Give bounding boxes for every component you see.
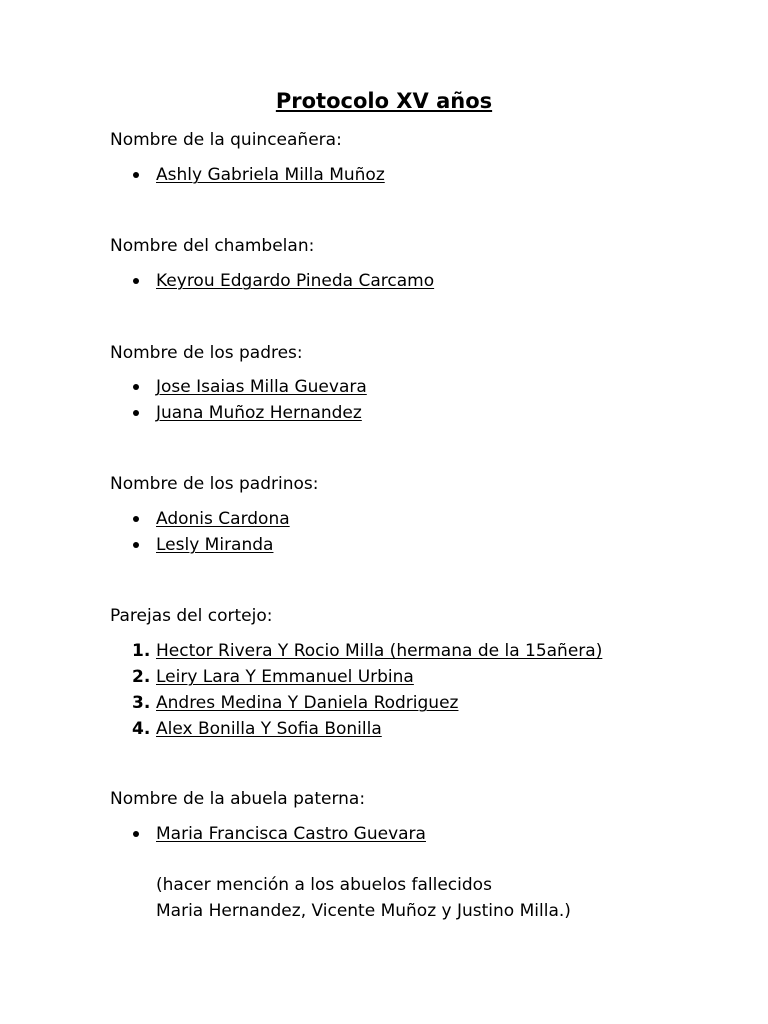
bullet-icon bbox=[133, 172, 139, 178]
chambelan-name: Keyrou Edgardo Pineda Carcamo bbox=[156, 271, 435, 291]
bullet-icon bbox=[133, 542, 139, 548]
list-number: 2. bbox=[132, 667, 151, 687]
bullet-icon bbox=[133, 384, 139, 390]
section-heading-padrinos: Nombre de los padrinos: bbox=[110, 474, 319, 494]
document-title: Protocolo XV años bbox=[275, 89, 493, 113]
section-heading-cortejo: Parejas del cortejo: bbox=[110, 606, 273, 626]
list-number: 4. bbox=[132, 719, 151, 739]
pareja-name: Leiry Lara Y Emmanuel Urbina bbox=[156, 667, 414, 687]
section-heading-chambelan: Nombre del chambelan: bbox=[110, 236, 315, 256]
section-heading-quinceanera: Nombre de la quinceañera: bbox=[110, 130, 342, 150]
pareja-name: Alex Bonilla Y Sofia Bonilla bbox=[156, 719, 382, 739]
madre-name: Juana Muñoz Hernandez bbox=[156, 403, 362, 423]
section-heading-abuela: Nombre de la abuela paterna: bbox=[110, 789, 366, 809]
pareja-name: Andres Medina Y Daniela Rodriguez bbox=[156, 693, 459, 713]
quinceanera-name: Ashly Gabriela Milla Muñoz bbox=[156, 165, 385, 185]
madrina-name: Lesly Miranda bbox=[156, 535, 274, 555]
padre-name: Jose Isaias Milla Guevara bbox=[156, 377, 367, 397]
padrino-name: Adonis Cardona bbox=[156, 509, 290, 529]
abuela-name: Maria Francisca Castro Guevara bbox=[156, 824, 426, 844]
note-line-1: (hacer mención a los abuelos fallecidos bbox=[156, 875, 492, 895]
list-number: 1. bbox=[132, 641, 151, 661]
list-number: 3. bbox=[132, 693, 151, 713]
bullet-icon bbox=[133, 831, 139, 837]
bullet-icon bbox=[133, 410, 139, 416]
section-heading-padres: Nombre de los padres: bbox=[110, 343, 303, 363]
pareja-name: Hector Rivera Y Rocio Milla (hermana de la 15añera) bbox=[156, 641, 603, 661]
note-line-2: Maria Hernandez, Vicente Muñoz y Justino Milla.) bbox=[156, 901, 571, 921]
bullet-icon bbox=[133, 278, 139, 284]
bullet-icon bbox=[133, 516, 139, 522]
